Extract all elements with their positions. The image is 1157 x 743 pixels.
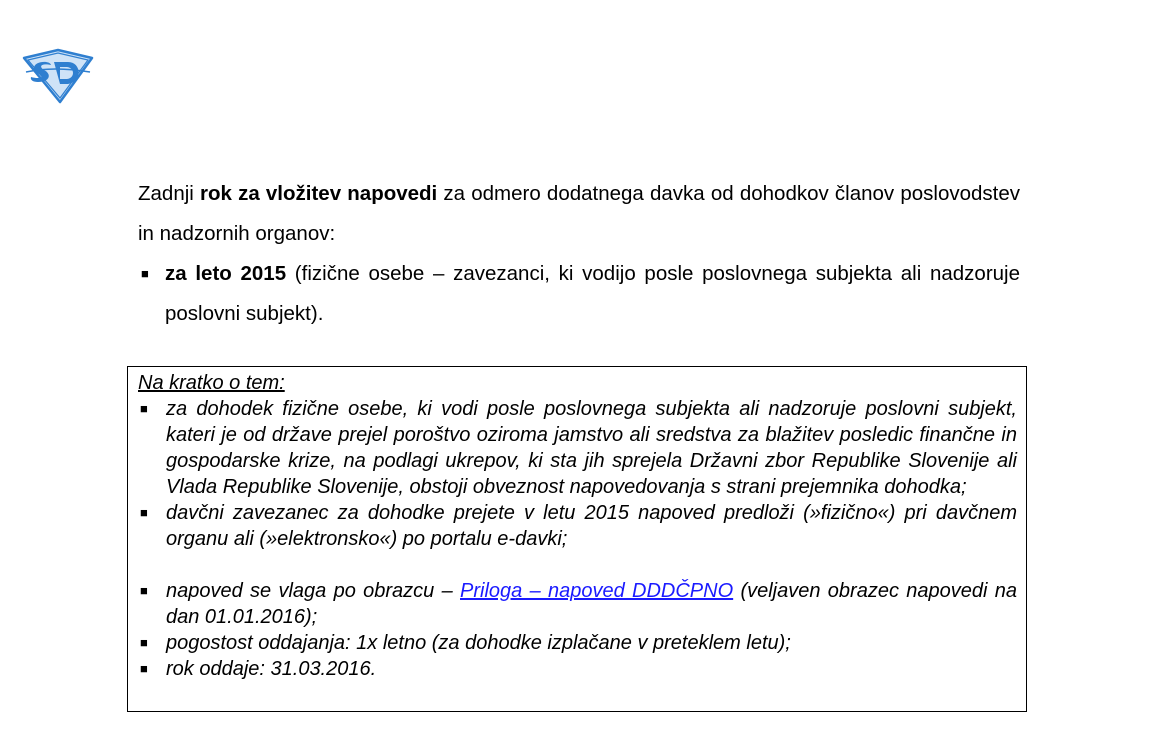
- square-bullet-icon: ■: [140, 505, 148, 520]
- intro-bullet-item: [138, 254, 1020, 334]
- summary-item-text: za dohodek fizične osebe, ki vodi posle poslovnega subjekta ali nadzoruje poslovni subjekt, kateri je od države prejel poroštvo oziroma jamstvo ali sredstva za blažitev posledic finančne in gospodarske krize, na podlagi ukrepov, ki sta jih sprejela Državni zbor Republike Slovenije ali Vlada Republike Slovenije, obstoji obveznost napovedovanja s strani prejemnika dohodka;: [166, 398, 1017, 498]
- intro-text-start: Zadnji: [138, 182, 201, 205]
- sd-logo: [20, 48, 96, 104]
- intro-bold-deadline: rok za vložitev napovedi: [200, 182, 438, 205]
- summary-item-text: napoved se vlaga po obrazcu –: [166, 580, 461, 602]
- square-bullet-icon: ■: [141, 266, 149, 281]
- summary-box-title: Na kratko o tem:: [138, 372, 285, 394]
- square-bullet-icon: ■: [140, 583, 148, 598]
- intro-text-end: za odmero dodatnega davka od dohodkov članov poslovodstev in nadzornih organov:: [138, 182, 1021, 245]
- intro-paragraph: [138, 174, 1020, 254]
- summary-item-income: [138, 396, 1017, 500]
- square-bullet-icon: ■: [140, 661, 148, 676]
- summary-item-text: (veljaven obrazec napovedi na dan 01.01.2016);: [166, 580, 1017, 628]
- summary-item-frequency: [138, 630, 1017, 656]
- square-bullet-icon: ■: [140, 635, 148, 650]
- summary-item-text: pogostost oddajanja: 1x letno (za dohodke izplačane v preteklem letu);: [166, 632, 791, 654]
- summary-item-text: rok oddaje: 31.03.2016.: [166, 658, 377, 680]
- summary-list: [138, 396, 1017, 682]
- summary-item-form: [138, 578, 1017, 630]
- form-attachment-link[interactable]: Priloga – napoved DDDČPNO: [460, 580, 734, 602]
- square-bullet-icon: ■: [140, 401, 148, 416]
- summary-item-deadline: [138, 656, 1017, 682]
- intro-bullet-list: [138, 254, 1020, 334]
- summary-box: [127, 366, 1027, 712]
- intro-section: [138, 174, 1020, 334]
- summary-item-text: davčni zavezanec za dohodke prejete v letu 2015 napoved predloži (»fizično«) pri davčnem organu ali (»elektronsko«) po portalu e-davki;: [166, 502, 1017, 550]
- summary-item-submission: [138, 500, 1017, 552]
- intro-bullet-bold: za leto 2015: [165, 262, 287, 285]
- intro-bullet-text: (fizične osebe – zavezanci, ki vodijo posle poslovnega subjekta ali nadzoruje poslovni subjekt).: [165, 262, 1020, 325]
